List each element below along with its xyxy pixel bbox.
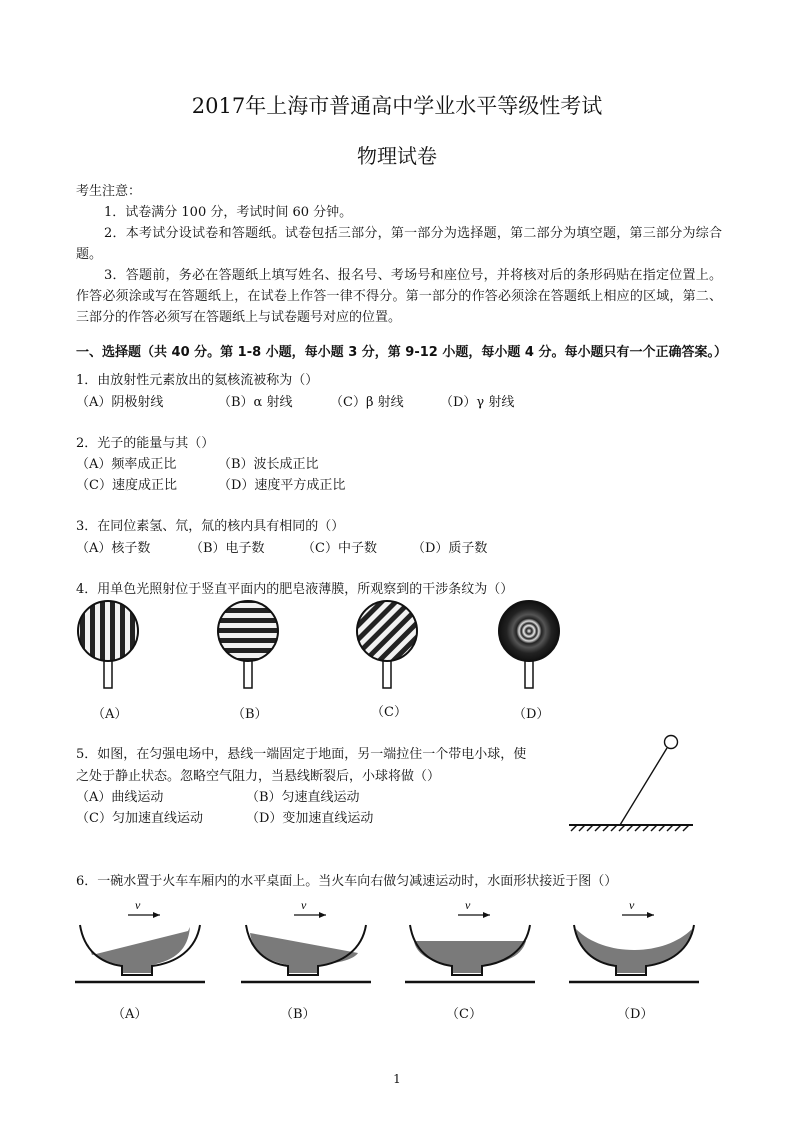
- bowl-figures: [0, 895, 794, 995]
- question-2-option-c: （C）速度成正比: [76, 478, 177, 493]
- svg-text:v: v: [465, 898, 471, 912]
- question-6-stem: 6．一碗水置于火车车厢内的水平桌面上。当火车向右做匀减速运动时，水面形状接近于图（）: [76, 874, 618, 889]
- question-1-option-b: （B）α 射线: [218, 395, 293, 410]
- question-5-stem-line1: 5．如图，在匀强电场中，悬线一端固定于地面，另一端拉住一个带电小球，使: [76, 747, 527, 762]
- page-number: 1: [393, 1072, 401, 1086]
- question-5-option-c: （C）匀加速直线运动: [76, 811, 203, 826]
- question-5-option-a: （A）曲线运动: [76, 790, 164, 805]
- svg-text:v: v: [135, 898, 141, 912]
- question-5-stem-line2: 之处于静止状态。忽略空气阻力，当悬线断裂后，小球将做（）: [76, 769, 441, 784]
- figure-6d: [569, 898, 699, 982]
- question-3-option-d: （D）质子数: [412, 541, 488, 556]
- figure-4b: [218, 601, 278, 688]
- figure-6d-caption: （D）: [617, 1007, 654, 1022]
- figure-5-pendulum: [565, 732, 705, 832]
- question-1-option-d: （D）γ 射线: [440, 395, 515, 410]
- question-3-option-b: （B）电子数: [190, 541, 265, 556]
- question-2-option-b: （B）波长成正比: [218, 457, 319, 472]
- figure-6b: [241, 898, 371, 982]
- figure-6a: [75, 898, 205, 982]
- figure-6c-caption: （C）: [446, 1007, 482, 1022]
- question-2-option-d: （D）速度平方成正比: [218, 478, 346, 493]
- svg-text:v: v: [629, 898, 635, 912]
- exam-subtitle: 物理试卷: [357, 144, 437, 168]
- question-3-option-c: （C）中子数: [302, 541, 377, 556]
- question-5-option-d: （D）变加速直线运动: [246, 811, 374, 826]
- figure-4d: [499, 601, 559, 688]
- figure-4b-caption: （B）: [232, 707, 268, 722]
- question-2-option-a: （A）频率成正比: [76, 457, 177, 472]
- question-5-option-b: （B）匀速直线运动: [246, 790, 360, 805]
- exam-title: 2017年上海市普通高中学业水平等级性考试: [191, 94, 603, 118]
- figure-6a-caption: （A）: [112, 1007, 148, 1022]
- question-1-option-c: （C）β 射线: [330, 395, 404, 410]
- figure-4a-caption: （A）: [92, 707, 128, 722]
- question-3-stem: 3．在同位素氢、氘，氚的核内具有相同的（）: [76, 519, 345, 534]
- figure-4a: [78, 601, 138, 688]
- notice-item-2: 2．本考试分设试卷和答题纸。试卷包括三部分，第一部分为选择题，第二部分为填空题，第三部分为综合题。: [76, 226, 722, 262]
- question-4-stem: 4．用单色光照射位于竖直平面内的肥皂液薄膜，所观察到的干涉条纹为（）: [76, 582, 514, 597]
- question-3-option-a: （A）核子数: [76, 541, 151, 556]
- notice-item-3: 3．答题前，务必在答题纸上填写姓名、报名号、考场号和座位号，并将核对后的条形码贴在指定位置上。作答必须涂或写在答题纸上，在试卷上作答一律不得分。第一部分的作答必须涂在答题纸上相应的区域，第二、三部分的作答必须写在答题纸上与试卷题号对应的位置。: [76, 268, 722, 325]
- section-heading: 一、选择题（共 40 分。第 1-8 小题，每小题 3 分，第 9-12 小题，每小题 4 分。每小题只有一个正确答案。）: [76, 345, 727, 360]
- question-1-option-a: （A）阴极射线: [76, 395, 164, 410]
- figure-6b-caption: （B）: [280, 1007, 316, 1022]
- figure-4d-caption: （D）: [513, 707, 550, 722]
- notice-heading: 考生注意：: [76, 184, 142, 199]
- question-2-stem: 2．光子的能量与其（）: [76, 436, 215, 451]
- figure-4c: [357, 601, 417, 688]
- svg-text:v: v: [301, 898, 307, 912]
- question-1-stem: 1．由放射性元素放出的氦核流被称为（）: [76, 373, 319, 388]
- figure-4c-caption: （C）: [371, 705, 407, 720]
- figure-6c: [405, 898, 535, 982]
- notice-item-1: 1．试卷满分 100 分，考试时间 60 分钟。: [104, 205, 353, 220]
